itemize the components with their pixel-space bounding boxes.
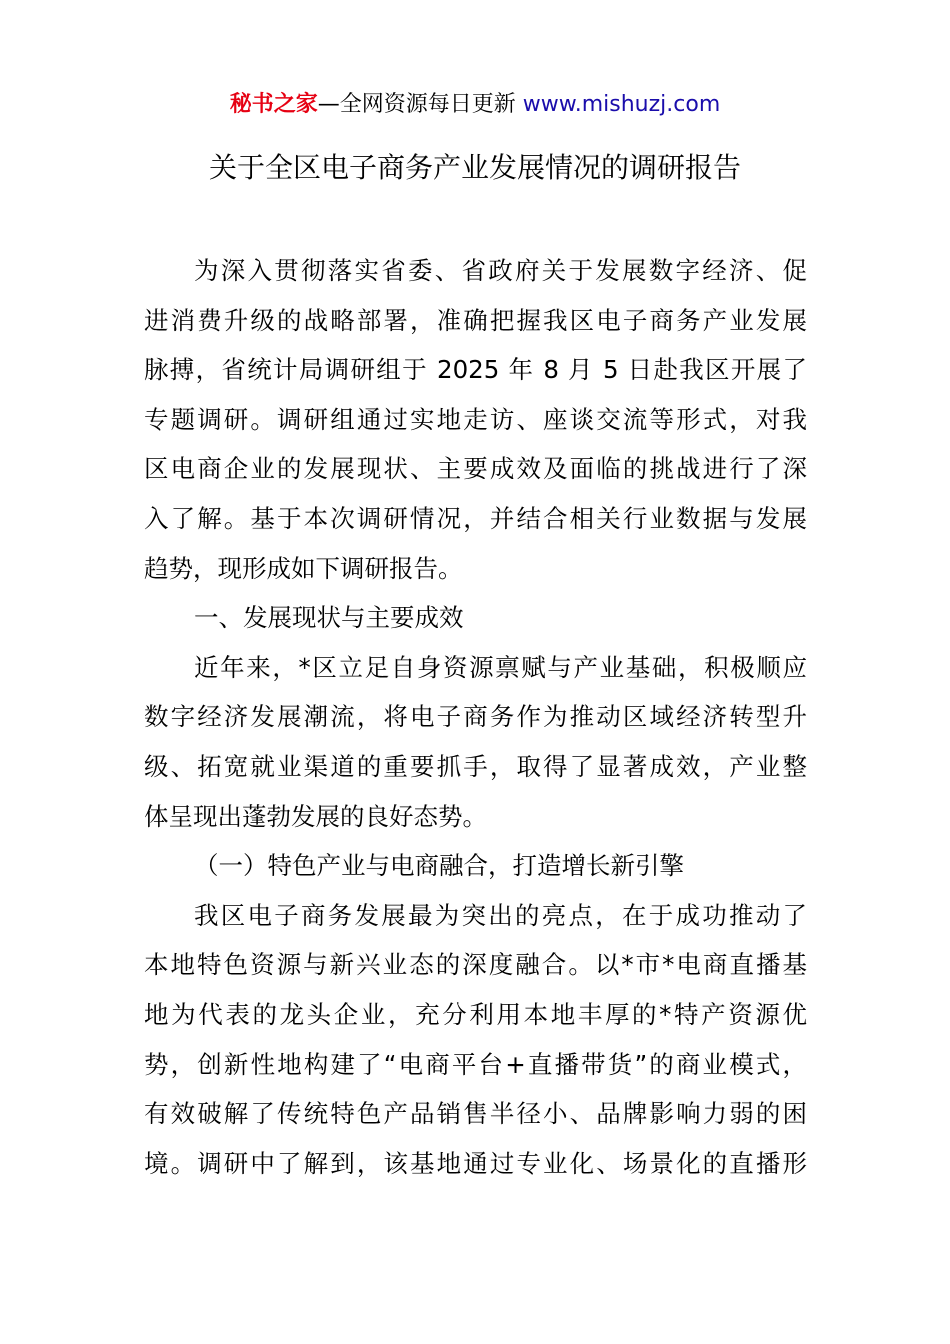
paragraph-line: 脉搏，省统计局调研组于 2025 年 8 月 5 日赴我区开展了 (144, 355, 807, 385)
paragraph-line: 区电商企业的发展现状、主要成效及面临的挑战进行了深 (144, 454, 807, 484)
document-body (144, 246, 807, 1188)
paragraph (144, 891, 807, 1189)
brand-name: 秘书之家 (229, 92, 318, 117)
paragraph-line: 入了解。基于本次调研情况，并结合相关行业数据与发展 (144, 503, 807, 533)
site-header (0, 88, 950, 122)
paragraph-line: 体呈现出蓬勃发展的良好态势。 (144, 801, 487, 831)
paragraph (144, 643, 807, 841)
paragraph-line: 近年来，*区立足自身资源禀赋与产业基础，积极顺应 (194, 652, 807, 682)
paragraph-line: 专题调研。调研组通过实地走访、座谈交流等形式，对我 (144, 404, 807, 434)
paragraph-line: 数字经济发展潮流，将电子商务作为推动区域经济转型升 (144, 702, 807, 732)
site-url-link[interactable]: www.mishuzj.com (522, 92, 721, 117)
paragraph-line: 级、拓宽就业渠道的重要抓手，取得了显著成效，产业整 (144, 751, 807, 781)
paragraph (144, 841, 807, 891)
paragraph-line: 我区电子商务发展最为突出的亮点，在于成功推动了 (194, 900, 807, 930)
paragraph-line: 势，创新性地构建了“电商平台+直播带货”的商业模式， (144, 1049, 807, 1079)
paragraph-line: 趋势，现形成如下调研报告。 (144, 553, 463, 583)
paragraph (144, 246, 807, 593)
paragraph-line: 境。调研中了解到，该基地通过专业化、场景化的直播形 (144, 1148, 807, 1178)
paragraph-line: 进消费升级的战略部署，准确把握我区电子商务产业发展 (144, 305, 807, 335)
document-title: 关于全区电子商务产业发展情况的调研报告 (208, 151, 741, 184)
paragraph-line: 有效破解了传统特色产品销售半径小、品牌影响力弱的困 (144, 1099, 807, 1129)
paragraph (144, 593, 807, 643)
paragraph-line: 一、发展现状与主要成效 (194, 603, 464, 633)
paragraph-line: 本地特色资源与新兴业态的深度融合。以*市*电商直播基 (144, 950, 807, 980)
paragraph-line: 地为代表的龙头企业，充分利用本地丰厚的*特产资源优 (144, 999, 807, 1029)
paragraph-line: 为深入贯彻落实省委、省政府关于发展数字经济、促 (194, 256, 807, 285)
paragraph-line: （一）特色产业与电商融合，打造增长新引擎 (194, 851, 684, 881)
header-tagline: —全网资源每日更新 (317, 92, 523, 117)
